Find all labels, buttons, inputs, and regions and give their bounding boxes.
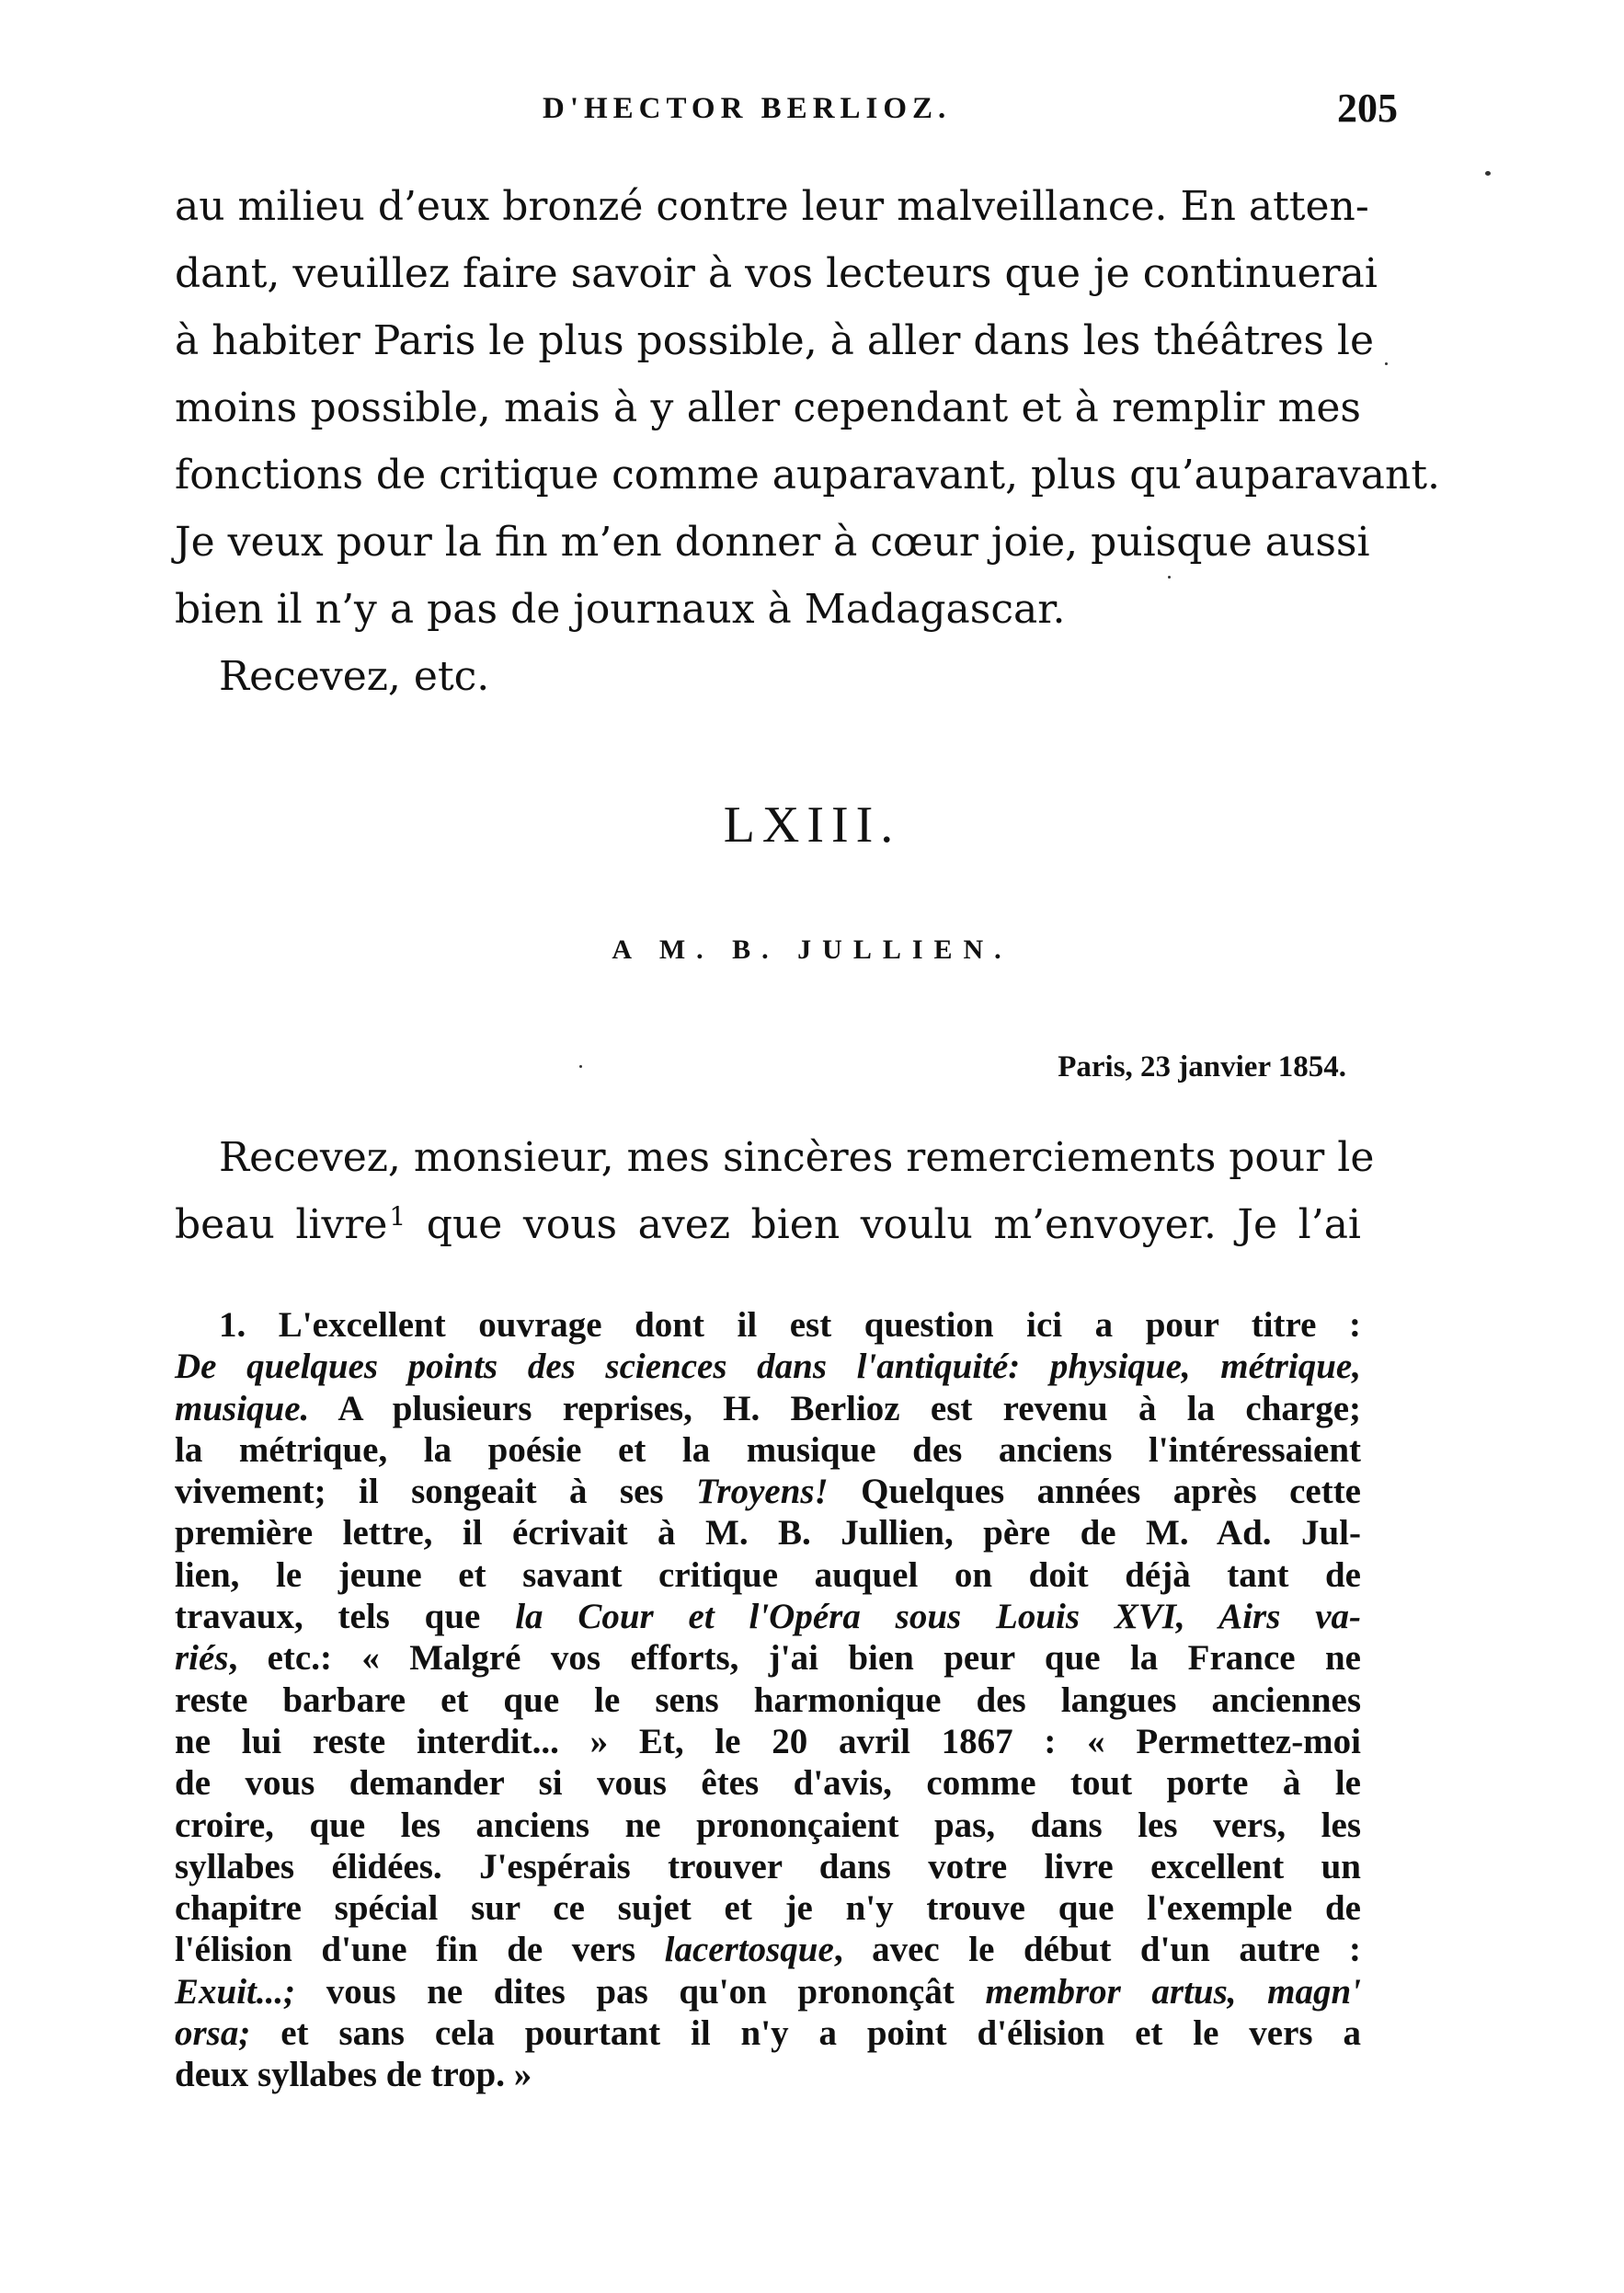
running-header [175, 81, 1398, 136]
text-fragment: beau livre [175, 1201, 388, 1248]
footnote-line: syllabes élidées. J'espérais trouver dans votre livre excellent un [175, 1846, 1361, 1886]
letter-addressee: A M. B. JULLIEN. [612, 934, 1012, 965]
closing-line: Recevez, etc. [219, 653, 490, 700]
latin-quote: Exuit...; [175, 1971, 296, 2012]
book-title: De quelques points des sciences dans l'antiquité: physique, métrique, [175, 1347, 1361, 1387]
footnote-line [175, 1929, 1361, 1970]
text-line: au milieu d’eux bronzé contre leur malveillance. En atten- [175, 183, 1369, 230]
print-speck [1385, 362, 1388, 365]
text-line: Je veux pour la fin m’en donner à cœur joie, puisque aussi [175, 519, 1370, 566]
letter-dateline: Paris, 23 janvier 1854. [1058, 1050, 1346, 1083]
text-line: à habiter Paris le plus possible, à aller dans les théâtres le [175, 317, 1375, 364]
text-line: moins possible, mais à y aller cependant et à remplir mes [175, 384, 1361, 431]
footnote-line [175, 1346, 1361, 1387]
footnote-line: lien, le jeune et savant critique auquel on doit déjà tant de [175, 1554, 1361, 1595]
text-fragment: Quelques années après cette [828, 1472, 1361, 1512]
footnote-marker: 1 [389, 1201, 406, 1232]
latin-quote: lacertosque [664, 1930, 834, 1970]
footnote-line [175, 2012, 1361, 2054]
print-speck [1168, 576, 1171, 579]
text-fragment: l'élision d'une fin de vers [175, 1930, 665, 1970]
print-speck [579, 1065, 582, 1068]
paragraph-continued [175, 173, 1441, 710]
footnote-line [175, 1637, 1361, 1679]
print-speck [1485, 171, 1491, 176]
footnote-line: croire, que les anciens ne prononçaient pas, dans les vers, les [175, 1805, 1361, 1845]
text-line: fonctions de critique comme auparavant, plus qu’auparavant. [175, 452, 1441, 499]
latin-quote: orsa; [175, 2013, 251, 2054]
footnote-line: chapitre spécial sur ce sujet et je n'y trouve que l'exemple de [175, 1888, 1361, 1929]
text-fragment: vivement; il songeait à ses [175, 1472, 697, 1512]
footnote-line: deux syllabes de trop. » [175, 2055, 532, 2095]
footnote-line [175, 1388, 1361, 1429]
text-fragment: A plusieurs reprises, H. Berlioz est revenu à la charge; [309, 1388, 1361, 1428]
text-fragment: et sans cela pourtant il n'y a point d'élision et le vers a [250, 2013, 1361, 2054]
letter-number: LXIII. [723, 797, 901, 854]
text-fragment: , avec le début d'un autre : [833, 1930, 1361, 1970]
footnote-line [175, 1471, 1361, 1512]
footnote-line: ne lui reste interdit... » Et, le 20 avril 1867 : « Permettez-moi [175, 1721, 1361, 1761]
running-title: D'HECTOR BERLIOZ. [543, 92, 952, 125]
work-title: riés [175, 1638, 229, 1679]
page-number: 205 [1337, 86, 1398, 131]
text-line: bien il n’y a pas de journaux à Madagascar. [175, 586, 1066, 633]
footnote-line: reste barbare et que le sens harmonique des langues anciennes [175, 1680, 1361, 1720]
text-line: dant, veuillez faire savoir à vos lecteurs que je continuerai [175, 250, 1378, 297]
footnote-line: de vous demander si vous êtes d'avis, comme tout porte à le [175, 1763, 1361, 1804]
footnote-line: première lettre, il écrivait à M. B. Jullien, père de M. Ad. Jul- [175, 1513, 1361, 1554]
latin-quote: membror artus, magn' [985, 1971, 1361, 2012]
text-line [175, 1191, 1361, 1258]
footnote-line: la métrique, la poésie et la musique des anciens l'intéressaient [175, 1429, 1361, 1470]
text-fragment: , etc.: « Malgré vos efforts, j'ai bien peur que la France ne [228, 1638, 1361, 1679]
text-fragment: vous ne dites pas qu'on prononçât [295, 1971, 986, 2012]
footnote-line [175, 1971, 1361, 2012]
text-line: Recevez, monsieur, mes sincères remerciements pour le [219, 1134, 1375, 1181]
work-title: la Cour et l'Opéra sous Louis XVI, Airs va- [515, 1597, 1361, 1637]
footnote-line [175, 1596, 1361, 1637]
footnote-line: 1. L'excellent ouvrage dont il est question ici a pour titre : [219, 1305, 1361, 1345]
work-title: Troyens! [696, 1472, 829, 1512]
text-fragment: travaux, tels que [175, 1597, 516, 1637]
text-fragment: que vous avez bien voulu m’envoyer. Je l’ai [406, 1201, 1361, 1248]
footnote [175, 1304, 1361, 2096]
book-title: musique. [175, 1388, 310, 1428]
letter-opening [175, 1124, 1375, 1258]
